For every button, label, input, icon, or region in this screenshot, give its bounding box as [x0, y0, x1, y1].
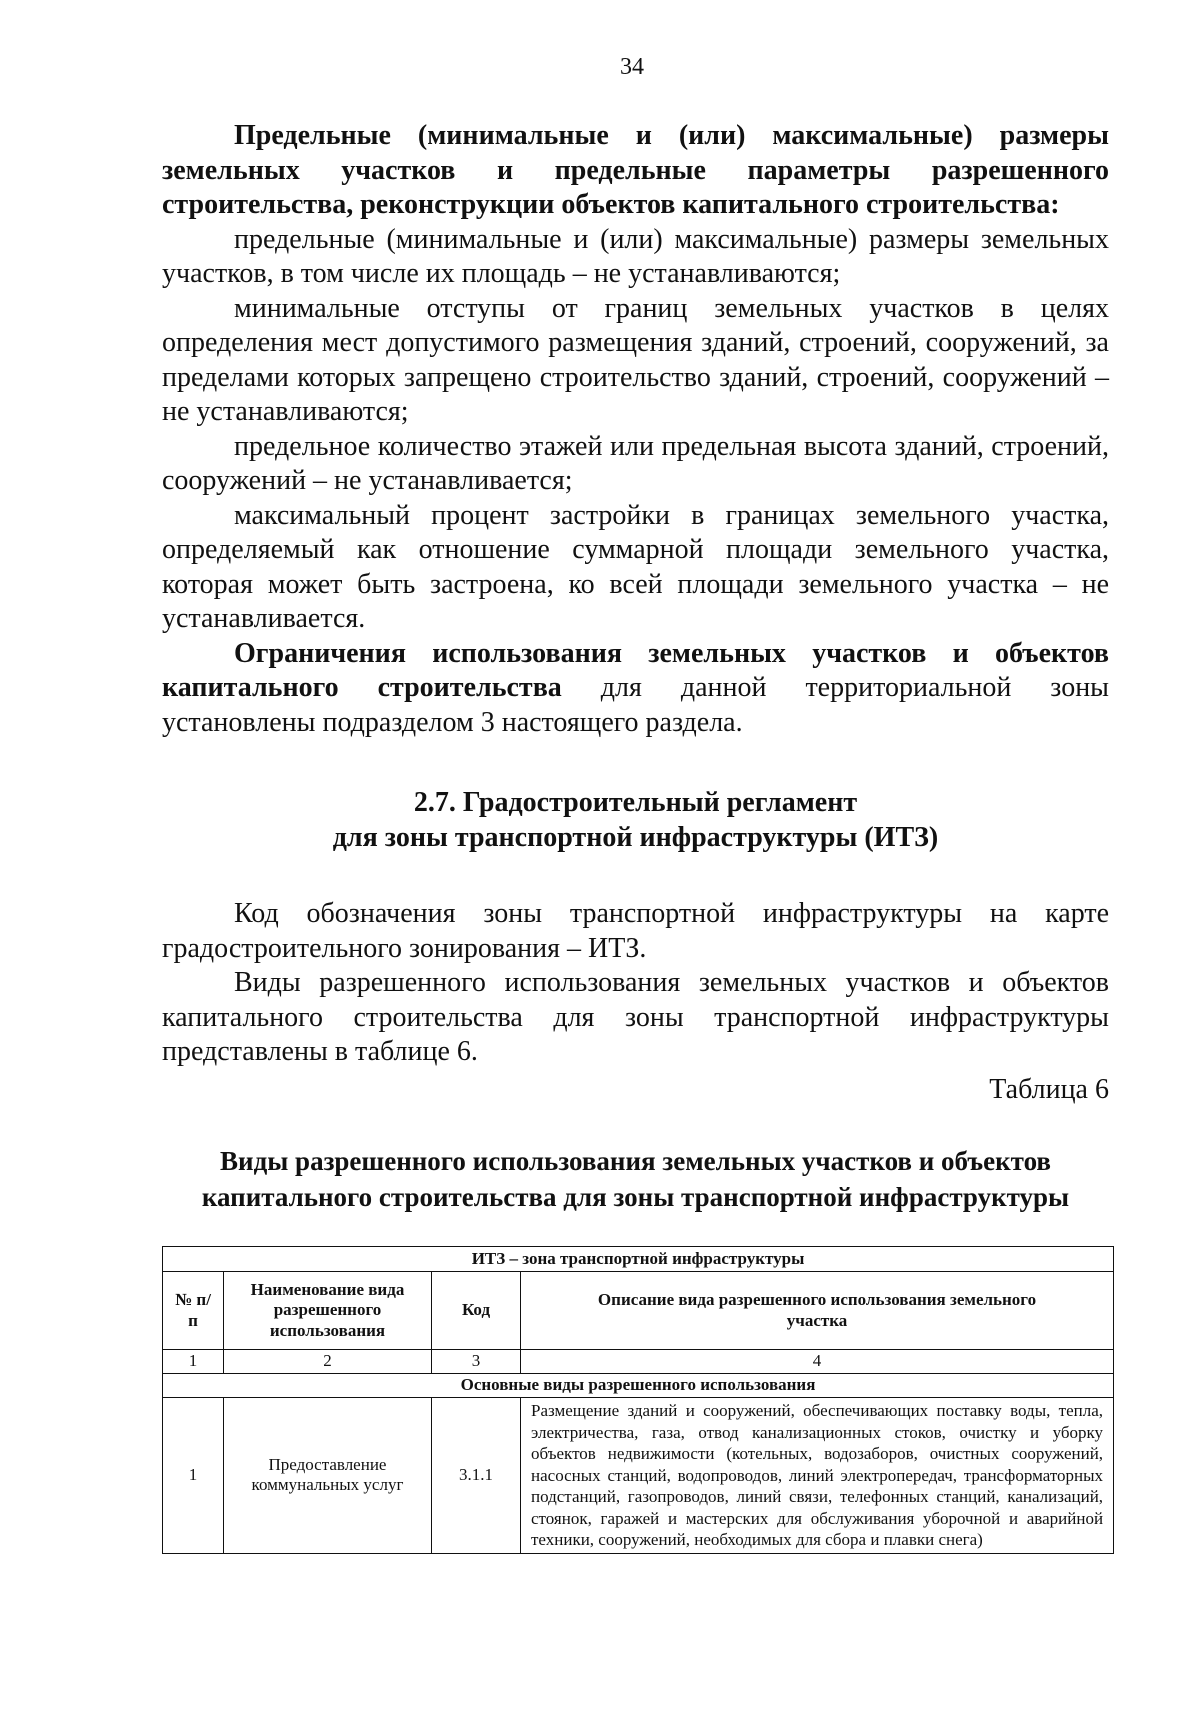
table-zone-header: ИТЗ – зона транспортной инфраструктуры: [163, 1247, 1114, 1272]
zone-uses-paragraph: Виды разрешенного использования земельных участков и объектов капитального строительства для зоны транспортной инфраструктуры представлены в таблице 6.: [162, 967, 1109, 1067]
table-col-numbers-row: [163, 1350, 1114, 1374]
col-number: 3: [432, 1350, 521, 1374]
restrictions-rest: для данной территориальной зоны установлены подразделом 3 настоящего раздела.: [162, 672, 1109, 738]
table-title-line2: капитального строительства для зоны транспортной инфраструктуры: [201, 1182, 1070, 1212]
limits-block: [162, 119, 1109, 740]
restrictions-bold: Ограничения использования земельных участков и объектов капитального строительства: [162, 637, 1109, 703]
restrictions-paragraph: [162, 637, 1109, 741]
limits-item-area: предельные (минимальные и (или) максимальные) размеры земельных участков, в том числе их площадь – не устанавливаются;: [162, 223, 1109, 289]
table-title: [162, 1143, 1109, 1215]
header-desc: Описание вида разрешенного использования земельного участка: [521, 1272, 1114, 1350]
section-title-line2: для зоны транспортной инфраструктуры (ИТЗ): [332, 822, 939, 853]
table-title-line1: Виды разрешенного использования земельных участков и объектов: [220, 1146, 1051, 1176]
limits-item-coverage: максимальный процент застройки в границах земельного участка, определяемый как отношение суммарной площади земельного участка, которая может быть застроена, ко всей площади земельного участка – не устанавливается.: [162, 499, 1109, 634]
group-main: Основные виды разрешенного использования: [163, 1374, 1114, 1398]
limits-item-floors: предельное количество этажей или предельная высота зданий, строений, сооружений – не устанавливается;: [162, 430, 1109, 496]
header-code: Код: [432, 1272, 521, 1350]
zone-code-paragraph: Код обозначения зоны транспортной инфраструктуры на карте градостроительного зонирования – ИТЗ.: [162, 898, 1109, 964]
row-num: 1: [163, 1398, 224, 1554]
table-label-wrap: [162, 1073, 1109, 1108]
table-label: Таблица 6: [989, 1074, 1109, 1105]
col-number: 4: [521, 1350, 1114, 1374]
table-header-row: [163, 1272, 1114, 1350]
uses-table: [162, 1246, 1114, 1554]
col-number: 2: [224, 1350, 432, 1374]
table-group-row: [163, 1374, 1114, 1398]
row-desc: Размещение зданий и сооружений, обеспечивающих поставку воды, тепла, электричества, газа, отвод канализационных стоков, очистку и уборку объектов недвижимости (котельных, водозаборов, очистных сооружений, насосных станций, водопроводов, линий электропередач, трансформаторных подстанций, газопроводов, линий связи, телефонных станций, канализаций, стоянок, гаражей и мастерских для обслуживания уборочной и аварийной техники, сооружений, необходимых для сбора и плавки снега): [521, 1398, 1114, 1554]
table-row: [163, 1398, 1114, 1554]
table-zone-header-row: [163, 1247, 1114, 1272]
page-number: 34: [620, 54, 644, 80]
section-heading: [162, 785, 1109, 855]
row-name: Предоставление коммунальных услуг: [224, 1398, 432, 1554]
section-body: [162, 897, 1109, 1070]
header-num: № п/п: [163, 1272, 224, 1350]
section-title-line1: 2.7. Градостроительный регламент: [413, 787, 858, 818]
col-number: 1: [163, 1350, 224, 1374]
limits-item-setbacks: минимальные отступы от границ земельных участков в целях определения мест допустимого размещения зданий, строений, сооружений, за пределами которых запрещено строительство зданий, строений, сооружений – не устанавливаются;: [162, 292, 1109, 427]
header-name: Наименование вида разрешенного использования: [224, 1272, 432, 1350]
row-code: 3.1.1: [432, 1398, 521, 1554]
limits-heading: Предельные (минимальные и (или) максимальные) размеры земельных участков и предельные параметры разрешенного строительства, реконструкции объектов капитального строительства:: [162, 120, 1109, 220]
